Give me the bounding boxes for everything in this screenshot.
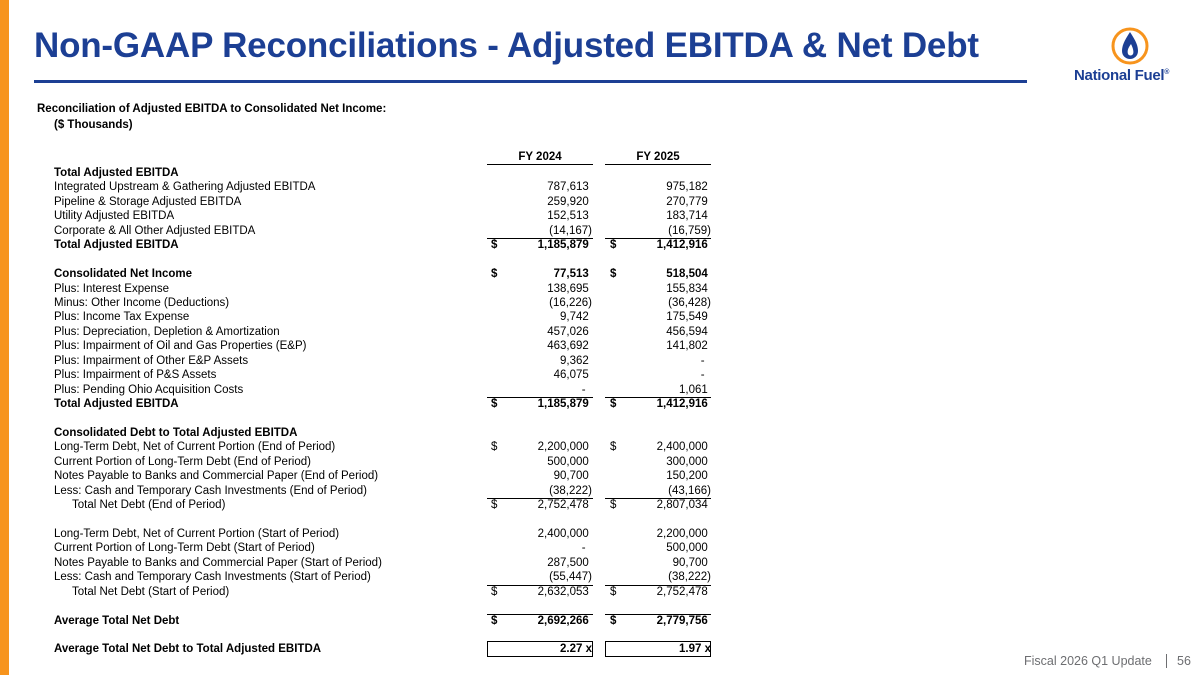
spacer-row (0, 513, 740, 527)
value-fy2025: 183,714 (666, 210, 711, 223)
value-fy2025: (38,222) (668, 571, 711, 584)
row-label: Total Net Debt (End of Period) (72, 499, 226, 512)
row-label: Consolidated Net Income (54, 268, 193, 281)
value-fy2024: 457,026 (547, 325, 592, 338)
value-fy2024: 152,513 (547, 210, 592, 223)
row-label: Total Adjusted EBITDA (54, 167, 179, 179)
row-label: Total Adjusted EBITDA (54, 398, 179, 410)
table-row (0, 570, 740, 584)
row-label: Pipeline & Storage Adjusted EBITDA (54, 195, 242, 208)
value-fy2024: 46,075 (553, 369, 592, 382)
value-fy2024: (55,447) (549, 571, 592, 584)
currency-symbol: $ (491, 398, 498, 410)
currency-symbol: $ (491, 614, 498, 627)
value-fy2025: (16,759) (668, 224, 711, 237)
table-row (0, 498, 740, 512)
row-label: Plus: Income Tax Expense (54, 311, 190, 324)
currency-symbol: $ (610, 441, 617, 454)
currency-symbol: $ (610, 585, 617, 598)
page-title: Non-GAAP Reconciliations - Adjusted EBITDA & Net Debt (34, 26, 979, 65)
value-fy2025: 456,594 (666, 325, 711, 338)
table-row (0, 368, 740, 382)
row-label: Corporate & All Other Adjusted EBITDA (54, 224, 256, 237)
table-row (0, 354, 740, 368)
row-label: Total Net Debt (Start of Period) (72, 585, 230, 598)
row-label: Utility Adjusted EBITDA (54, 210, 175, 223)
table-row (0, 426, 740, 440)
ratio-box-fy2025 (605, 641, 711, 657)
value-fy2025: - (700, 369, 711, 382)
row-label: Average Total Net Debt (54, 614, 180, 627)
value-fy2024: 2,692,266 (537, 614, 592, 627)
row-label: Plus: Impairment of Oil and Gas Properties (E&P) (54, 340, 307, 353)
table-row (0, 455, 740, 469)
flame-logo-icon (1110, 26, 1150, 66)
currency-symbol: $ (491, 268, 498, 281)
value-fy2025: 1,412,916 (656, 398, 711, 410)
table-row (0, 469, 740, 483)
value-fy2024: (16,226) (549, 296, 592, 309)
row-label: Notes Payable to Banks and Commercial Paper (End of Period) (54, 470, 379, 483)
row-label: Long-Term Debt, Net of Current Portion (End of Period) (54, 441, 336, 454)
currency-symbol: $ (491, 499, 498, 512)
table-row (0, 484, 740, 498)
spacer-row (0, 628, 740, 642)
table-row (0, 166, 740, 180)
value-fy2025: 975,182 (666, 181, 711, 194)
table-row (0, 180, 740, 194)
spacer-row (0, 599, 740, 613)
spacer-row (0, 253, 740, 267)
page-number: 56 (1177, 654, 1191, 668)
value-fy2024: 2.27 x (560, 643, 592, 656)
currency-symbol: $ (610, 499, 617, 512)
value-fy2025: 2,752,478 (656, 585, 711, 598)
currency-symbol: $ (491, 239, 498, 252)
row-label: Plus: Impairment of P&S Assets (54, 369, 217, 382)
currency-symbol: $ (491, 585, 498, 598)
value-fy2024: - (581, 383, 592, 396)
row-label: Total Adjusted EBITDA (54, 239, 179, 252)
row-label: Minus: Other Income (Deductions) (54, 296, 230, 309)
footer-title: Fiscal 2026 Q1 Update (1024, 654, 1152, 668)
value-fy2025: 1,412,916 (656, 239, 711, 252)
value-fy2025: 2,807,034 (656, 499, 711, 512)
value-fy2024: 2,400,000 (537, 527, 592, 540)
currency-symbol: $ (610, 614, 617, 627)
value-fy2025: 500,000 (666, 542, 711, 555)
value-fy2025: 141,802 (666, 340, 711, 353)
table-row (0, 541, 740, 555)
value-fy2024: 2,200,000 (537, 441, 592, 454)
value-fy2025: 270,779 (666, 195, 711, 208)
table-row (0, 209, 740, 223)
value-fy2024: 9,362 (560, 354, 592, 367)
section-units: ($ Thousands) (54, 119, 133, 131)
table-row (0, 282, 740, 296)
table-row (0, 440, 740, 454)
table-row (0, 267, 740, 281)
table-row (0, 195, 740, 209)
company-logo (1074, 26, 1190, 86)
table-row (0, 383, 740, 397)
currency-symbol: $ (610, 239, 617, 252)
table-row (0, 614, 740, 628)
row-label: Integrated Upstream & Gathering Adjusted EBITDA (54, 181, 316, 194)
value-fy2025: 1.97 x (679, 643, 711, 656)
currency-symbol: $ (610, 268, 617, 281)
value-fy2024: (14,167) (549, 224, 592, 237)
table-row (0, 310, 740, 324)
logo-wordmark: National Fuel® (1074, 67, 1170, 84)
column-header-fy2024: FY 2024 (487, 151, 593, 165)
row-label: Current Portion of Long-Term Debt (Start of Period) (54, 542, 315, 555)
column-header-fy2025: FY 2025 (605, 151, 711, 165)
spacer-row (0, 411, 740, 425)
row-label: Plus: Impairment of Other E&P Assets (54, 354, 249, 367)
row-label: Consolidated Debt to Total Adjusted EBITDA (54, 426, 298, 439)
row-label: Average Total Net Debt to Total Adjusted EBITDA (54, 643, 322, 656)
value-fy2025: 2,779,756 (656, 614, 711, 627)
table-row (0, 556, 740, 570)
value-fy2024: 2,752,478 (537, 499, 592, 512)
value-fy2024: (38,222) (549, 484, 592, 497)
row-label: Long-Term Debt, Net of Current Portion (Start of Period) (54, 527, 340, 540)
value-fy2025: 155,834 (666, 282, 711, 295)
value-fy2024: 1,185,879 (537, 239, 592, 252)
value-fy2024: 787,613 (547, 181, 592, 194)
row-label: Plus: Interest Expense (54, 282, 170, 295)
value-fy2025: 90,700 (672, 556, 711, 569)
currency-symbol: $ (491, 441, 498, 454)
value-fy2025: 518,504 (666, 268, 711, 281)
table-row (0, 642, 740, 656)
table-row (0, 397, 740, 411)
value-fy2024: 90,700 (553, 470, 592, 483)
table-row (0, 585, 740, 599)
ratio-box-fy2024 (487, 641, 593, 657)
value-fy2025: (36,428) (668, 296, 711, 309)
value-fy2025: 175,549 (666, 311, 711, 324)
section-title: Reconciliation of Adjusted EBITDA to Consolidated Net Income: (37, 103, 387, 115)
row-label: Plus: Depreciation, Depletion & Amortization (54, 325, 280, 338)
table-row (0, 339, 740, 353)
value-fy2024: 1,185,879 (537, 398, 592, 410)
currency-symbol: $ (610, 398, 617, 410)
value-fy2024: - (581, 542, 592, 555)
value-fy2024: 138,695 (547, 282, 592, 295)
value-fy2025: - (700, 354, 711, 367)
row-label: Notes Payable to Banks and Commercial Paper (Start of Period) (54, 556, 382, 569)
footer-divider (1166, 654, 1167, 668)
table-row (0, 224, 740, 238)
row-label: Less: Cash and Temporary Cash Investments (End of Period) (54, 484, 367, 497)
value-fy2025: 150,200 (666, 470, 711, 483)
value-fy2025: (43,166) (668, 484, 711, 497)
value-fy2024: 259,920 (547, 195, 592, 208)
value-fy2024: 500,000 (547, 455, 592, 468)
row-label: Plus: Pending Ohio Acquisition Costs (54, 383, 244, 396)
value-fy2025: 2,400,000 (656, 441, 711, 454)
table-row (0, 238, 740, 252)
title-underline (34, 80, 1027, 83)
table-row (0, 296, 740, 310)
value-fy2024: 9,742 (560, 311, 592, 324)
reconciliation-table (0, 166, 740, 657)
table-row (0, 527, 740, 541)
value-fy2025: 300,000 (666, 455, 711, 468)
value-fy2025: 1,061 (679, 383, 711, 396)
row-label: Current Portion of Long-Term Debt (End of Period) (54, 455, 311, 468)
value-fy2024: 287,500 (547, 556, 592, 569)
value-fy2024: 463,692 (547, 340, 592, 353)
value-fy2024: 2,632,053 (537, 585, 592, 598)
table-row (0, 325, 740, 339)
row-label: Less: Cash and Temporary Cash Investments (Start of Period) (54, 571, 371, 584)
value-fy2024: 77,513 (553, 268, 592, 281)
value-fy2025: 2,200,000 (656, 527, 711, 540)
